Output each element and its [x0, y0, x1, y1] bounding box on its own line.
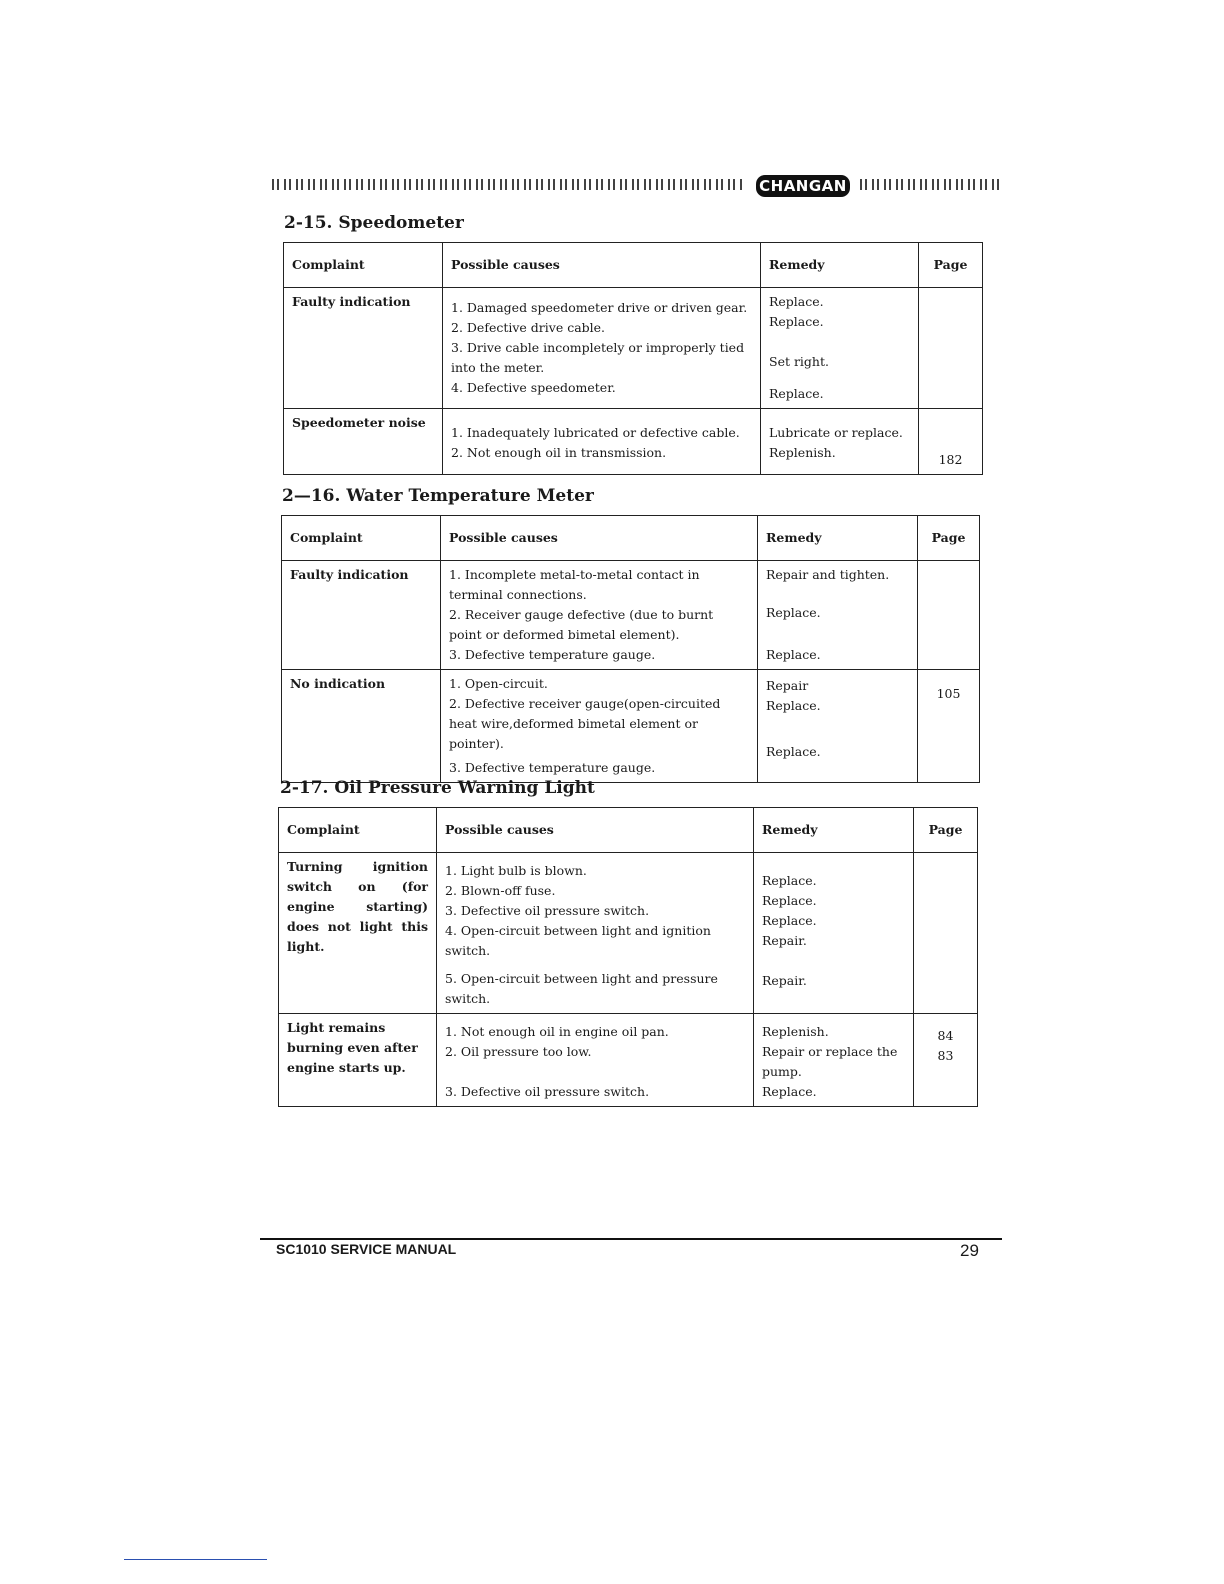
remedy-item: Replace.	[766, 698, 821, 713]
column-header: Possible causes	[437, 808, 754, 853]
column-header: Complaint	[284, 243, 443, 288]
cause-item: 5. Open-circuit between light and pressure switch.	[445, 971, 718, 1006]
remedy-item: Replenish.	[769, 445, 836, 460]
column-header: Page	[914, 808, 978, 853]
cause-item: 2. Defective drive cable.	[451, 320, 606, 335]
remedy-cell	[754, 1014, 914, 1107]
remedy-item: Repair or replace the pump.	[762, 1044, 898, 1079]
remedy-cell	[761, 409, 919, 475]
causes-cell	[441, 561, 758, 670]
oil-pressure-table	[278, 807, 978, 1107]
cause-item: 4. Open-circuit between light and ignition switch.	[445, 923, 711, 958]
table-row	[282, 561, 980, 670]
complaint-cell: Faulty indication	[284, 288, 443, 409]
remedy-item: Lubricate or replace.	[769, 425, 903, 440]
complaint-cell: No indication	[282, 670, 441, 783]
causes-cell	[437, 853, 754, 1014]
column-header: Page	[918, 516, 980, 561]
remedy-cell	[758, 561, 918, 670]
footer-manual-title: SC1010 SERVICE MANUAL	[276, 1241, 457, 1257]
remedy-item: Replace.	[762, 1084, 817, 1099]
page-cell	[919, 288, 983, 409]
section-title-oil-pressure: 2-17. Oil Pressure Warning Light	[280, 778, 595, 798]
table-row	[279, 853, 978, 1014]
table-header-row	[279, 808, 978, 853]
remedy-item: Replace.	[766, 605, 821, 620]
decorative-border-right	[860, 179, 1000, 190]
complaint-cell: Speedometer noise	[284, 409, 443, 475]
causes-cell	[437, 1014, 754, 1107]
cause-item: 2. Blown-off fuse.	[445, 883, 556, 898]
cause-item: 3. Defective temperature gauge.	[449, 760, 656, 775]
bottom-divider	[124, 1559, 267, 1560]
cause-item: 2. Not enough oil in transmission.	[451, 445, 667, 460]
cause-item: 3. Drive cable incompletely or improperly tied into the meter.	[451, 340, 745, 375]
remedy-item: Repair and tighten.	[766, 567, 890, 582]
cause-item: 2. Receiver gauge defective (due to burnt point or deformed bimetal element).	[449, 607, 714, 642]
cause-item: 1. Damaged speedometer drive or driven gear.	[451, 300, 748, 315]
table-row	[284, 288, 983, 409]
decorative-border-left	[272, 179, 744, 190]
remedy-cell	[758, 670, 918, 783]
column-header: Complaint	[279, 808, 437, 853]
section-title-water-temperature: 2—16. Water Temperature Meter	[282, 486, 594, 506]
column-header: Remedy	[758, 516, 918, 561]
column-header: Remedy	[754, 808, 914, 853]
changan-logo: CHANGAN	[756, 175, 850, 197]
cause-item: 2. Defective receiver gauge(open-circuited heat wire,deformed bimetal element or pointer).	[449, 696, 721, 751]
table-header-row	[282, 516, 980, 561]
table-row	[282, 670, 980, 783]
table-row	[284, 409, 983, 475]
remedy-item: Replace.	[762, 893, 817, 908]
remedy-item: Replace.	[766, 647, 821, 662]
remedy-item: Replace.	[762, 913, 817, 928]
page-cell	[918, 561, 980, 670]
cause-item: 1. Light bulb is blown.	[445, 863, 587, 878]
speedometer-table	[283, 242, 983, 475]
remedy-item: Set right.	[769, 354, 829, 369]
cause-item: 1. Not enough oil in engine oil pan.	[445, 1024, 669, 1039]
page-cell	[914, 853, 978, 1014]
remedy-item: Replace.	[769, 314, 824, 329]
remedy-item: Repair	[766, 678, 809, 693]
cause-item: 2. Oil pressure too low.	[445, 1044, 592, 1059]
cause-item: 1. Inadequately lubricated or defective cable.	[451, 425, 740, 440]
causes-cell	[441, 670, 758, 783]
column-header: Page	[919, 243, 983, 288]
page-cell: 182	[919, 409, 983, 475]
header-band	[272, 175, 1000, 199]
footer-divider	[260, 1238, 1002, 1240]
remedy-item: Replace.	[769, 386, 824, 401]
page-cell: 105	[918, 670, 980, 783]
cause-item: 3. Defective oil pressure switch.	[445, 903, 650, 918]
cause-item: 3. Defective temperature gauge.	[449, 647, 656, 662]
page-cell: 84 83	[914, 1014, 978, 1107]
column-header: Remedy	[761, 243, 919, 288]
remedy-item: Repair.	[762, 933, 807, 948]
cause-item: 4. Defective speedometer.	[451, 380, 616, 395]
complaint-cell: Light remains burning even after engine starts up.	[279, 1014, 437, 1107]
remedy-item: Repair.	[762, 973, 807, 988]
causes-cell	[443, 409, 761, 475]
water-temperature-table	[281, 515, 980, 783]
column-header: Possible causes	[441, 516, 758, 561]
column-header: Complaint	[282, 516, 441, 561]
remedy-item: Replace.	[766, 744, 821, 759]
table-row	[279, 1014, 978, 1107]
causes-cell	[443, 288, 761, 409]
remedy-cell	[754, 853, 914, 1014]
cause-item: 1. Incomplete metal-to-metal contact in terminal connections.	[449, 567, 700, 602]
column-header: Possible causes	[443, 243, 761, 288]
table-header-row	[284, 243, 983, 288]
cause-item: 1. Open-circuit.	[449, 676, 548, 691]
remedy-item: Replace.	[762, 873, 817, 888]
remedy-cell	[761, 288, 919, 409]
remedy-item: Replace.	[769, 294, 824, 309]
section-title-speedometer: 2-15. Speedometer	[284, 213, 464, 233]
complaint-cell: Faulty indication	[282, 561, 441, 670]
page-number: 29	[960, 1241, 979, 1260]
cause-item: 3. Defective oil pressure switch.	[445, 1084, 650, 1099]
complaint-cell: Turning ignition switch on (for engine starting) does not light this light.	[279, 853, 437, 1014]
remedy-item: Replenish.	[762, 1024, 829, 1039]
